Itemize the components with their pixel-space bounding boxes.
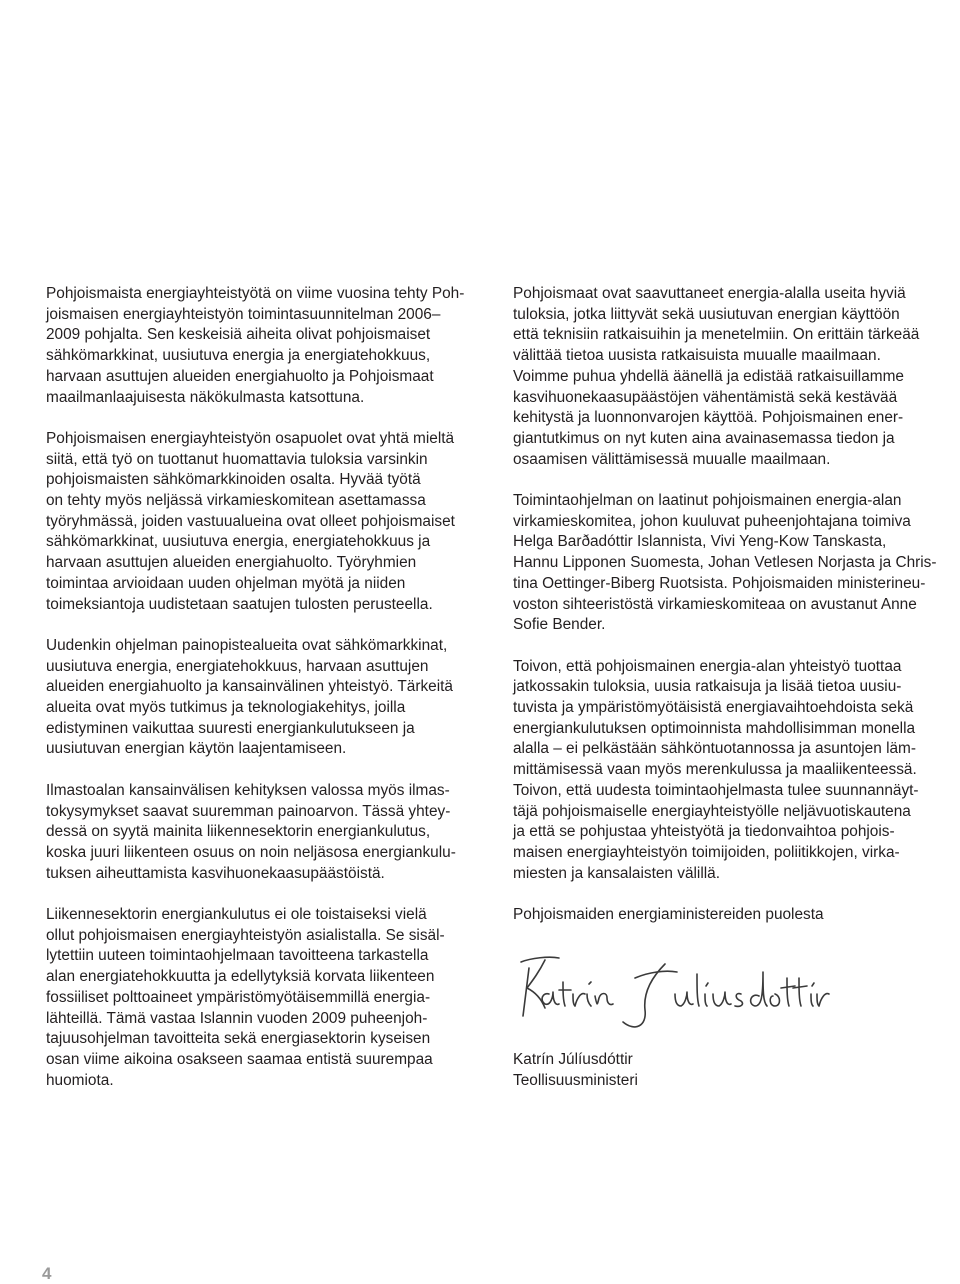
- text-line: tokysymykset saavat suuremman painoarvon. Tässä yhtey-: [46, 802, 451, 820]
- text-line: dessä on syytä mainita liikennesektorin energiankulutus,: [46, 823, 431, 841]
- text-line: välittää tietoa uusista ratkaisuista muualle maailmaan.: [513, 347, 881, 365]
- text-line: jatkossakin tuloksia, uusia ratkaisuja ja lisää tietoa uusiu-: [513, 678, 902, 696]
- text-line: siitä, että työ on tuottanut huomattavia tuloksia varsinkin: [46, 450, 428, 468]
- text-line: alan energiatehokkuutta ja edellytyksiä korvata liikenteen: [46, 968, 435, 986]
- text-line: voston sihteeristöstä virkamieskomiteaa on avustanut Anne: [513, 595, 917, 613]
- text-line: tajuusohjelman tavoitteita sekä energiasektorin kyseisen: [46, 1030, 431, 1048]
- text-line: Pohjoismaisen energiayhteistyön osapuolet ovat yhtä mieltä: [46, 429, 455, 447]
- text-line: täjä pohjoismaiselle energiayhteistyölle neljävuotiskautena: [513, 802, 911, 820]
- text-line: uusiutuva energia, energiatehokkuus, harvaan asuttujen: [46, 657, 429, 675]
- paragraph: [46, 781, 486, 885]
- text-line: Pohjoismaiden energiaministereiden puolesta: [513, 906, 824, 924]
- text-line: Pohjoismaista energiayhteistyötä on viime vuosina tehty Poh-: [46, 285, 465, 302]
- text-line: mittämisessä vaan myös merenkulussa ja maaliikenteessä.: [513, 761, 917, 779]
- text-line: virkamieskomitea, johon kuuluvat puheenjohtajana toimiva: [513, 512, 911, 530]
- text-line: Hannu Lipponen Suomesta, Johan Vetlesen Norjasta ja Chris-: [513, 554, 937, 572]
- text-line: miesten ja kansalaisten välillä.: [513, 864, 721, 882]
- text-line: tuloksia, jotka liittyvät sekä uusiutuvan energian käyttöön: [513, 305, 900, 323]
- text-line: toimeksiantoja uudistetaan saatujen tulosten perusteella.: [46, 595, 433, 613]
- text-line: toimintaa arvioidaan uuden ohjelman myötä ja niiden: [46, 574, 406, 592]
- text-line: sähkömarkkinat, uusiutuva energia ja energiatehokkuus,: [46, 347, 431, 365]
- paragraph: [513, 657, 958, 885]
- text-line: ja että se pohjustaa yhteistyötä ja tiedonvaihtoa pohjois-: [513, 823, 895, 841]
- right-column-body: [513, 284, 958, 926]
- text-line: koska juuri liikenteen osuus on noin neljäsosa energiankulu-: [46, 843, 456, 861]
- text-line: giantutkimus on nyt kuten aina avainasemassa tiedon ja: [513, 429, 895, 447]
- paragraph: [46, 429, 486, 615]
- text-line: maisen energiayhteistyön toimijoiden, poliitikkojen, virka-: [513, 843, 900, 861]
- text-line: osaamisen välittämisessä muualle maailmaan.: [513, 450, 831, 468]
- signer-block: [513, 1050, 958, 1091]
- text-line: energiankulutuksen optimoinnista mahdollisimman monella: [513, 719, 916, 737]
- text-line: Sofie Bender.: [513, 616, 606, 634]
- text-line: lähteillä. Tämä vastaa Islannin vuoden 2009 puheenjoh-: [46, 1009, 428, 1027]
- paragraph: [513, 905, 958, 926]
- text-line: sähkömarkkinat, uusiutuva energia, energiatehokkuus ja: [46, 533, 431, 551]
- text-line: tuvista ja ympäristömyötäisistä energiavaihtoehdoista sekä: [513, 699, 914, 717]
- text-line: alueita ovat myös tutkimus ja teknologiakehitys, joilla: [46, 699, 406, 717]
- text-line: Ilmastoalan kansainvälisen kehityksen valossa myös ilmas-: [46, 781, 450, 799]
- paragraph: [46, 284, 486, 408]
- text-line: maailmanlaajuisesta näkökulmasta katsottuna.: [46, 388, 365, 406]
- text-line: uusiutuvan energian käytön laajentamiseen.: [46, 740, 347, 758]
- text-line: alalla – ei pelkästään sähköntuotannossa ja asuntojen läm-: [513, 740, 916, 758]
- handwritten-signature: [515, 946, 835, 1036]
- page-number: 4: [42, 1264, 52, 1283]
- text-line: harvaan asuttujen alueiden energiahuolto ja Pohjoismaat: [46, 367, 434, 385]
- text-line: että teknisiin ratkaisuihin ja menetelmiin. On erittäin tärkeää: [513, 326, 920, 344]
- text-line: fossiiliset polttoaineet ympäristömyötäisemmillä energia-: [46, 988, 431, 1006]
- text-line: osan viime aikoina osakseen saamaa entistä suurempaa: [46, 1050, 433, 1068]
- text-line: joismaisen energiayhteistyön toimintasuunnitelman 2006–: [46, 305, 441, 323]
- paragraph: [513, 491, 958, 636]
- text-line: Toimintaohjelman on laatinut pohjoismainen energia-alan: [513, 492, 902, 510]
- text-line: tina Oettinger-Biberg Ruotsista. Pohjoismaiden ministerineu-: [513, 574, 926, 592]
- text-line: Helga Barðadóttir Islannista, Vivi Yeng-Kow Tanskasta,: [513, 533, 887, 551]
- text-line: Uudenkin ohjelman painopistealueita ovat sähkömarkkinat,: [46, 636, 448, 654]
- paragraph: [46, 905, 486, 1091]
- signer-title: Teollisuusministeri: [513, 1072, 638, 1090]
- text-line: lytettiin uuteen toimintaohjelmaan tavoitteena tarkastella: [46, 947, 429, 965]
- left-column: [46, 284, 486, 1112]
- right-column: [513, 284, 958, 1092]
- text-line: 2009 pohjalta. Sen keskeisiä aiheita olivat pohjoismaiset: [46, 326, 431, 344]
- text-line: kehitystä ja luonnonvarojen käyttöä. Pohjoismainen ener-: [513, 409, 904, 427]
- text-line: Pohjoismaat ovat saavuttaneet energia-alalla useita hyviä: [513, 285, 906, 302]
- text-line: harvaan asuttujen alueiden energiahuolto. Työryhmien: [46, 554, 417, 572]
- paragraph: [46, 636, 486, 760]
- text-line: tuksen aiheuttamista kasvihuonekaasupäästöistä.: [46, 864, 385, 882]
- text-line: huomiota.: [46, 1071, 114, 1089]
- paragraph: [513, 284, 958, 470]
- text-line: Toivon, että uudesta toimintaohjelmasta tulee suunnannäyt-: [513, 781, 919, 799]
- text-line: edistyminen vaikuttaa suuresti energiankulutukseen ja: [46, 719, 415, 737]
- text-line: Voimme puhua yhdellä äänellä ja edistää ratkaisuillamme: [513, 367, 904, 385]
- text-line: työryhmässä, joiden vastuualueina ovat olleet pohjoismaiset: [46, 512, 455, 530]
- text-line: Liikennesektorin energiankulutus ei ole toistaiseksi vielä: [46, 906, 427, 924]
- text-line: kasvihuonekaasupäästöjen vähentämistä sekä kestävää: [513, 388, 898, 406]
- text-line: Toivon, että pohjoismainen energia-alan yhteistyö tuottaa: [513, 657, 902, 675]
- signer-name: Katrín Júlíusdóttir: [513, 1051, 633, 1069]
- text-line: ollut pohjoismaisen energiayhteistyön asialistalla. Se sisäl-: [46, 926, 445, 944]
- text-line: alueiden energiahuolto ja kansainvälinen yhteistyö. Tärkeitä: [46, 678, 453, 696]
- text-line: on tehty myös neljässä virkamieskomitean asettamassa: [46, 492, 426, 510]
- text-line: pohjoismaisten sähkömarkkinoiden osalta. Hyvää työtä: [46, 471, 421, 489]
